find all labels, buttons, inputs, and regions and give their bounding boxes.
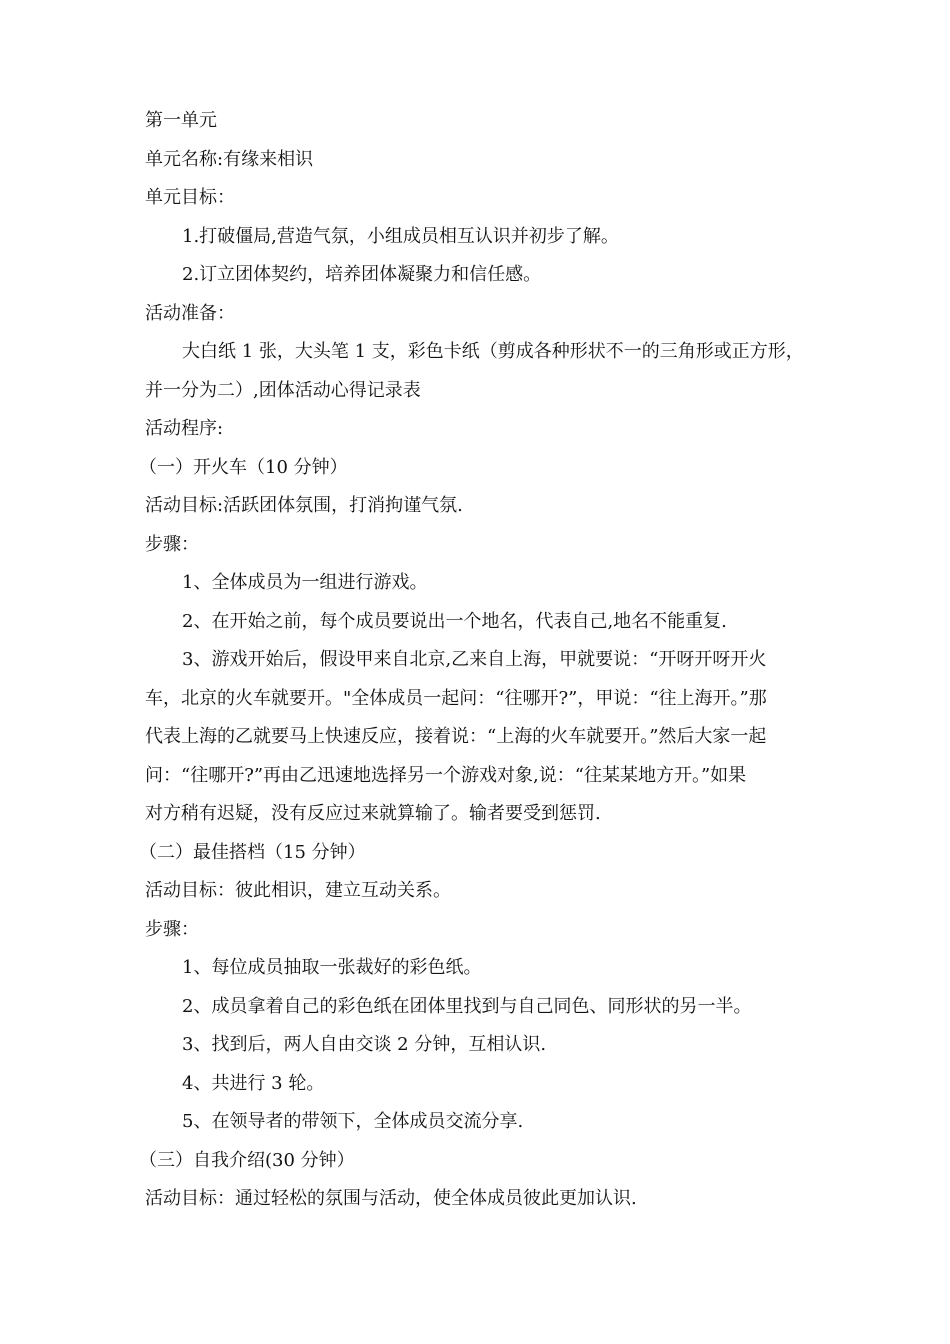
section-1-step-2: 2、在开始之前，每个成员要说出一个地名，代表自己,地名不能重复. [182, 610, 727, 632]
section-1-step-3-line-2: 车，北京的火车就要开。"全体成员一起问：“往哪开?”，甲说：“往上海开。”那 [145, 687, 767, 709]
section-3-title: （三）自我介绍(30 分钟） [139, 1149, 355, 1171]
section-2-step-3: 3、找到后，两人自由交谈 2 分钟，互相认识. [182, 1034, 547, 1055]
section-1-step-3-line-4: 问：“往哪开?”再由乙迅速地选择另一个游戏对象,说：“往某某地方开。”如果 [145, 764, 747, 786]
prep-label: 活动准备： [145, 302, 235, 324]
section-1-step-3-line-3: 代表上海的乙就要马上快速反应，接着说：“上海的火车就要开。”然后大家一起 [145, 726, 767, 747]
section-1-step-1: 1、全体成员为一组进行游戏。 [182, 572, 428, 593]
section-1-title: （一）开火车（10 分钟） [139, 456, 348, 478]
procedure-label: 活动程序: [145, 418, 224, 439]
prep-line-1: 大白纸 1 张，大头笔 1 支，彩色卡纸（剪成各种形状不一的三角形或正方形， [182, 341, 804, 362]
unit-heading: 第一单元 [145, 110, 217, 131]
section-2-step-2: 2、成员拿着自己的彩色纸在团体里找到与自己同色、同形状的另一半。 [182, 995, 752, 1017]
section-2-step-5: 5、在领导者的带领下，全体成员交流分享. [182, 1111, 524, 1132]
unit-goal-1: 1.打破僵局,营造气氛，小组成员相互认识并初步了解。 [182, 225, 619, 247]
section-1-steps-label: 步骤： [145, 533, 199, 555]
section-2-step-4: 4、共进行 3 轮。 [182, 1072, 325, 1094]
section-2-title: （二）最佳搭档（15 分钟） [139, 841, 366, 863]
section-1-step-3-line-1: 3、游戏开始后，假设甲来自北京,乙来自上海，甲就要说：“开呀开呀开火 [182, 649, 767, 670]
section-1-step-3-line-5: 对方稍有迟疑，没有反应过来就算输了。输者要受到惩罚. [145, 803, 601, 824]
document-body [139, 102, 810, 1219]
section-2-steps-label: 步骤： [145, 918, 199, 940]
prep-line-2: 并一分为二）,团体活动心得记录表 [145, 379, 421, 401]
unit-name: 单元名称:有缘来相识 [145, 148, 314, 170]
section-3-goal: 活动目标：通过轻松的氛围与活动，使全体成员彼此更加认识. [145, 1188, 637, 1209]
unit-goal-2: 2.订立团体契约，培养团体凝聚力和信任感。 [182, 264, 542, 285]
section-2-step-1: 1、每位成员抽取一张裁好的彩色纸。 [182, 957, 482, 978]
section-2-goal: 活动目标：彼此相识，建立互动关系。 [145, 880, 451, 901]
unit-goal-label: 单元目标： [145, 187, 235, 208]
section-1-goal: 活动目标:活跃团体氛围，打消拘谨气氛. [145, 495, 463, 516]
